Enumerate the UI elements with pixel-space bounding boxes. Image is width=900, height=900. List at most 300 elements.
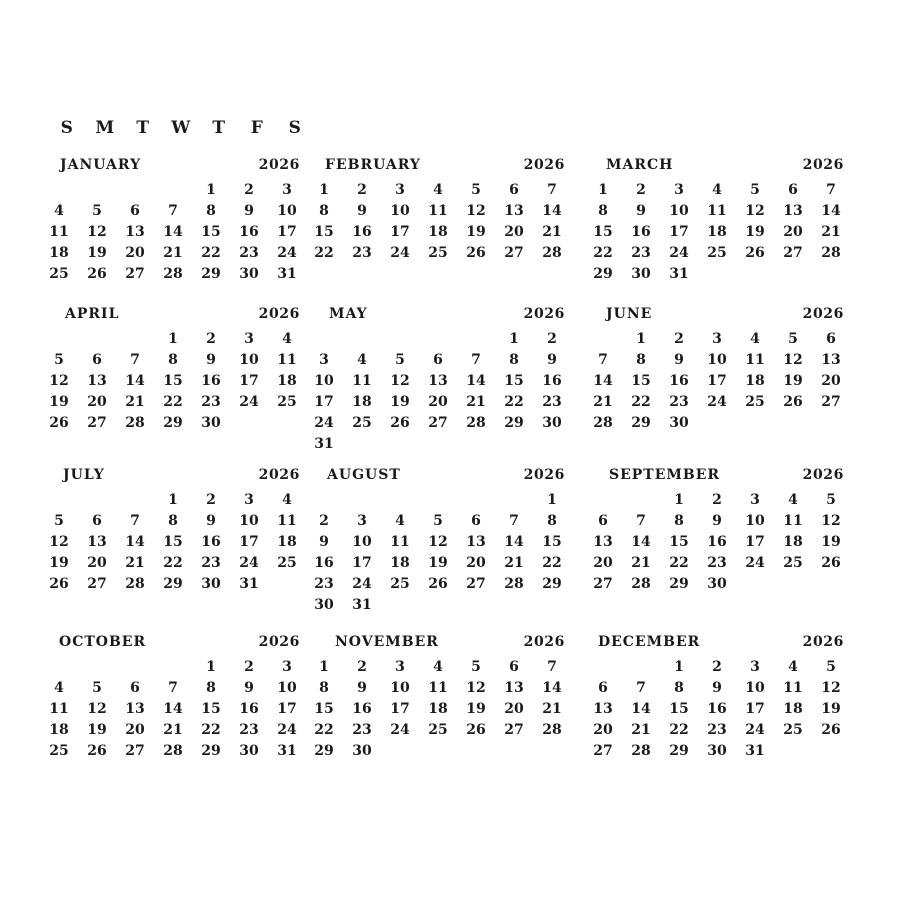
day-cell: 26: [783, 394, 803, 410]
day-cell: 25: [783, 722, 803, 738]
day-cell: 2: [547, 331, 557, 347]
day-cell: 7: [168, 680, 178, 696]
day-cell: 27: [125, 266, 145, 282]
day-cell: 4: [712, 182, 722, 198]
day-cell: 16: [201, 373, 221, 389]
day-cell: 4: [282, 331, 292, 347]
day-cell: 28: [542, 722, 562, 738]
day-cell: 10: [239, 352, 259, 368]
day-cell: 6: [130, 680, 140, 696]
day-cell: 14: [125, 373, 145, 389]
day-cell: 27: [87, 415, 107, 431]
day-cell: 6: [826, 331, 836, 347]
day-cell: 25: [277, 555, 297, 571]
day-cell: 15: [669, 534, 689, 550]
month-block-november: [315, 634, 565, 794]
day-cell: 10: [314, 373, 334, 389]
day-cell: 10: [745, 513, 765, 529]
day-cell: 16: [542, 373, 562, 389]
weekday-letter: M: [95, 118, 115, 138]
day-cell: 8: [674, 513, 684, 529]
day-cell: 10: [352, 534, 372, 550]
day-cell: 17: [239, 534, 259, 550]
day-cell: 17: [390, 701, 410, 717]
day-cell: 24: [745, 722, 765, 738]
day-cell: 4: [750, 331, 760, 347]
day-cell: 14: [504, 534, 524, 550]
day-cell: 12: [745, 203, 765, 219]
day-cell: 9: [636, 203, 646, 219]
day-cell: 30: [669, 415, 689, 431]
day-cell: 31: [277, 743, 297, 759]
day-cell: 5: [92, 203, 102, 219]
day-cell: 25: [277, 394, 297, 410]
day-cell: 21: [466, 394, 486, 410]
day-cell: 23: [201, 394, 221, 410]
day-cell: 11: [783, 680, 803, 696]
day-cell: 30: [201, 415, 221, 431]
month-block-september: [594, 467, 844, 627]
month-name: SEPTEMBER: [609, 467, 721, 483]
day-cell: 15: [201, 701, 221, 717]
day-cell: 6: [598, 513, 608, 529]
day-cell: 20: [87, 555, 107, 571]
day-cell: 15: [593, 224, 613, 240]
day-cell: 6: [92, 352, 102, 368]
day-cell: 15: [669, 701, 689, 717]
day-cell: 20: [504, 224, 524, 240]
month-block-january: [50, 157, 300, 317]
day-cell: 20: [428, 394, 448, 410]
day-cell: 3: [319, 352, 329, 368]
day-cell: 9: [712, 680, 722, 696]
day-cell: 21: [631, 555, 651, 571]
month-name: MARCH: [606, 157, 674, 173]
day-cell: 27: [783, 245, 803, 261]
day-cell: 22: [314, 245, 334, 261]
day-cell: 15: [631, 373, 651, 389]
day-cell: 18: [428, 701, 448, 717]
day-cell: 24: [707, 394, 727, 410]
day-cell: 26: [466, 722, 486, 738]
day-cell: 27: [593, 743, 613, 759]
day-cell: 23: [352, 245, 372, 261]
day-cell: 12: [783, 352, 803, 368]
day-cell: 25: [352, 415, 372, 431]
day-cell: 19: [821, 701, 841, 717]
day-cell: 4: [54, 680, 64, 696]
month-block-december: [594, 634, 844, 794]
day-cell: 31: [239, 576, 259, 592]
day-cell: 20: [466, 555, 486, 571]
day-cell: 28: [593, 415, 613, 431]
day-cell: 19: [428, 555, 448, 571]
day-cell: 25: [49, 743, 69, 759]
day-cell: 15: [163, 373, 183, 389]
day-cell: 8: [168, 513, 178, 529]
day-cell: 7: [168, 203, 178, 219]
day-cell: 17: [745, 701, 765, 717]
day-cell: 15: [504, 373, 524, 389]
day-cell: 27: [125, 743, 145, 759]
day-cell: 7: [130, 513, 140, 529]
weekday-letter: F: [250, 118, 264, 138]
day-cell: 2: [712, 492, 722, 508]
month-block-august: [315, 467, 565, 627]
day-cell: 7: [636, 680, 646, 696]
day-cell: 16: [314, 555, 334, 571]
day-cell: 19: [390, 394, 410, 410]
day-cell: 10: [390, 680, 410, 696]
day-cell: 10: [390, 203, 410, 219]
day-cell: 9: [712, 513, 722, 529]
day-cell: 15: [201, 224, 221, 240]
day-cell: 17: [745, 534, 765, 550]
day-cell: 30: [239, 266, 259, 282]
day-cell: 9: [319, 534, 329, 550]
day-cell: 26: [466, 245, 486, 261]
day-cell: 17: [707, 373, 727, 389]
day-cell: 31: [277, 266, 297, 282]
month-year: 2026: [258, 467, 300, 483]
day-cell: 18: [390, 555, 410, 571]
day-cell: 23: [631, 245, 651, 261]
day-cell: 6: [130, 203, 140, 219]
day-cell: 30: [239, 743, 259, 759]
day-cell: 9: [547, 352, 557, 368]
day-cell: 27: [504, 245, 524, 261]
month-year: 2026: [802, 157, 844, 173]
day-cell: 19: [466, 224, 486, 240]
day-cell: 20: [593, 555, 613, 571]
day-cell: 11: [49, 224, 69, 240]
month-name: JANUARY: [60, 157, 142, 173]
day-cell: 22: [542, 555, 562, 571]
day-cell: 12: [87, 224, 107, 240]
day-cell: 4: [433, 659, 443, 675]
day-cell: 30: [352, 743, 372, 759]
day-cell: 1: [168, 492, 178, 508]
day-cell: 14: [542, 203, 562, 219]
day-cell: 10: [745, 680, 765, 696]
day-cell: 1: [636, 331, 646, 347]
day-cell: 14: [821, 203, 841, 219]
day-cell: 1: [319, 659, 329, 675]
day-cell: 24: [390, 245, 410, 261]
day-cell: 22: [593, 245, 613, 261]
month-name: FEBRUARY: [325, 157, 421, 173]
day-cell: 6: [509, 659, 519, 675]
day-cell: 22: [669, 722, 689, 738]
day-cell: 16: [707, 534, 727, 550]
month-name: NOVEMBER: [335, 634, 439, 650]
day-cell: 5: [433, 513, 443, 529]
day-cell: 1: [319, 182, 329, 198]
day-cell: 16: [352, 224, 372, 240]
day-cell: 1: [168, 331, 178, 347]
month-year: 2026: [258, 634, 300, 650]
day-cell: 3: [712, 331, 722, 347]
day-cell: 16: [201, 534, 221, 550]
day-cell: 28: [163, 266, 183, 282]
day-cell: 8: [509, 352, 519, 368]
day-cell: 12: [390, 373, 410, 389]
day-cell: 13: [125, 701, 145, 717]
day-cell: 6: [788, 182, 798, 198]
day-cell: 9: [244, 203, 254, 219]
day-cell: 22: [669, 555, 689, 571]
month-year: 2026: [802, 306, 844, 322]
day-cell: 13: [593, 701, 613, 717]
day-cell: 25: [49, 266, 69, 282]
day-cell: 22: [201, 245, 221, 261]
day-cell: 3: [357, 513, 367, 529]
day-cell: 3: [395, 659, 405, 675]
day-cell: 28: [504, 576, 524, 592]
day-cell: 4: [54, 203, 64, 219]
day-cell: 29: [669, 743, 689, 759]
day-cell: 12: [466, 680, 486, 696]
day-cell: 7: [826, 182, 836, 198]
day-cell: 28: [163, 743, 183, 759]
weekday-letter: S: [60, 118, 74, 138]
day-cell: 3: [750, 492, 760, 508]
day-cell: 5: [54, 352, 64, 368]
day-cell: 5: [826, 492, 836, 508]
day-cell: 27: [504, 722, 524, 738]
day-cell: 12: [821, 680, 841, 696]
day-cell: 2: [357, 659, 367, 675]
day-cell: 11: [783, 513, 803, 529]
day-cell: 17: [390, 224, 410, 240]
day-cell: 8: [168, 352, 178, 368]
day-cell: 9: [206, 352, 216, 368]
day-cell: 15: [542, 534, 562, 550]
day-cell: 29: [201, 743, 221, 759]
day-cell: 7: [636, 513, 646, 529]
day-cell: 21: [125, 555, 145, 571]
day-cell: 5: [826, 659, 836, 675]
day-cell: 21: [631, 722, 651, 738]
day-cell: 27: [593, 576, 613, 592]
day-cell: 3: [674, 182, 684, 198]
day-cell: 16: [239, 224, 259, 240]
day-cell: 28: [821, 245, 841, 261]
month-year: 2026: [802, 634, 844, 650]
day-cell: 25: [783, 555, 803, 571]
day-cell: 24: [669, 245, 689, 261]
day-cell: 22: [201, 722, 221, 738]
weekday-letter: T: [136, 118, 150, 138]
day-cell: 26: [821, 722, 841, 738]
day-cell: 17: [669, 224, 689, 240]
day-cell: 24: [239, 394, 259, 410]
day-cell: 1: [674, 492, 684, 508]
day-cell: 24: [239, 555, 259, 571]
day-cell: 21: [163, 722, 183, 738]
day-cell: 4: [282, 492, 292, 508]
day-cell: 6: [509, 182, 519, 198]
day-cell: 21: [542, 224, 562, 240]
day-cell: 2: [674, 331, 684, 347]
day-cell: 25: [428, 245, 448, 261]
day-cell: 10: [239, 513, 259, 529]
day-cell: 18: [352, 394, 372, 410]
day-cell: 3: [282, 659, 292, 675]
day-cell: 15: [314, 701, 334, 717]
day-cell: 5: [395, 352, 405, 368]
day-cell: 2: [244, 182, 254, 198]
day-cell: 11: [745, 352, 765, 368]
day-cell: 20: [783, 224, 803, 240]
day-cell: 29: [314, 743, 334, 759]
day-cell: 11: [428, 680, 448, 696]
day-cell: 18: [783, 701, 803, 717]
month-name: JUNE: [606, 306, 653, 322]
day-cell: 13: [783, 203, 803, 219]
day-cell: 26: [49, 576, 69, 592]
month-year: 2026: [258, 157, 300, 173]
day-cell: 30: [707, 743, 727, 759]
month-year: 2026: [523, 467, 565, 483]
day-cell: 11: [428, 203, 448, 219]
day-cell: 11: [707, 203, 727, 219]
month-name: JULY: [63, 467, 105, 483]
day-cell: 28: [631, 743, 651, 759]
day-cell: 5: [471, 659, 481, 675]
day-cell: 8: [636, 352, 646, 368]
day-cell: 27: [87, 576, 107, 592]
month-block-july: [50, 467, 300, 627]
day-cell: 3: [244, 492, 254, 508]
day-cell: 18: [745, 373, 765, 389]
day-cell: 23: [542, 394, 562, 410]
day-cell: 17: [314, 394, 334, 410]
day-cell: 15: [163, 534, 183, 550]
day-cell: 31: [352, 597, 372, 613]
day-cell: 24: [277, 722, 297, 738]
weekday-letter: S: [288, 118, 302, 138]
month-block-april: [50, 306, 300, 466]
day-cell: 31: [314, 436, 334, 452]
day-cell: 11: [49, 701, 69, 717]
day-cell: 19: [49, 555, 69, 571]
day-cell: 6: [598, 680, 608, 696]
day-cell: 17: [277, 701, 297, 717]
day-cell: 30: [201, 576, 221, 592]
day-cell: 26: [87, 743, 107, 759]
month-year: 2026: [523, 634, 565, 650]
day-cell: 23: [669, 394, 689, 410]
day-cell: 10: [669, 203, 689, 219]
day-cell: 5: [750, 182, 760, 198]
day-cell: 18: [277, 534, 297, 550]
day-cell: 13: [87, 534, 107, 550]
day-cell: 14: [466, 373, 486, 389]
day-cell: 15: [314, 224, 334, 240]
day-cell: 9: [244, 680, 254, 696]
day-cell: 14: [542, 680, 562, 696]
day-cell: 26: [428, 576, 448, 592]
day-cell: 4: [788, 492, 798, 508]
day-cell: 19: [466, 701, 486, 717]
day-cell: 29: [593, 266, 613, 282]
day-cell: 20: [125, 245, 145, 261]
month-year: 2026: [523, 157, 565, 173]
weekday-header: [55, 118, 315, 144]
day-cell: 13: [504, 203, 524, 219]
month-name: OCTOBER: [59, 634, 147, 650]
day-cell: 26: [821, 555, 841, 571]
day-cell: 22: [163, 555, 183, 571]
day-cell: 21: [504, 555, 524, 571]
day-cell: 14: [631, 534, 651, 550]
day-cell: 21: [163, 245, 183, 261]
day-cell: 3: [750, 659, 760, 675]
day-cell: 1: [206, 659, 216, 675]
day-cell: 28: [466, 415, 486, 431]
day-cell: 11: [277, 513, 297, 529]
day-cell: 30: [542, 415, 562, 431]
day-cell: 29: [163, 415, 183, 431]
day-cell: 21: [542, 701, 562, 717]
day-cell: 24: [352, 576, 372, 592]
day-cell: 10: [707, 352, 727, 368]
day-cell: 4: [395, 513, 405, 529]
day-cell: 12: [821, 513, 841, 529]
day-cell: 27: [428, 415, 448, 431]
day-cell: 31: [669, 266, 689, 282]
month-block-march: [594, 157, 844, 317]
weekday-letter: W: [171, 118, 191, 138]
day-cell: 20: [593, 722, 613, 738]
month-year: 2026: [802, 467, 844, 483]
day-cell: 19: [49, 394, 69, 410]
day-cell: 3: [395, 182, 405, 198]
day-cell: 12: [428, 534, 448, 550]
day-cell: 7: [509, 513, 519, 529]
day-cell: 8: [206, 203, 216, 219]
day-cell: 28: [125, 415, 145, 431]
day-cell: 18: [428, 224, 448, 240]
day-cell: 13: [821, 352, 841, 368]
month-block-october: [50, 634, 300, 794]
day-cell: 3: [282, 182, 292, 198]
day-cell: 25: [707, 245, 727, 261]
day-cell: 22: [163, 394, 183, 410]
day-cell: 5: [471, 182, 481, 198]
day-cell: 23: [201, 555, 221, 571]
day-cell: 22: [504, 394, 524, 410]
day-cell: 1: [206, 182, 216, 198]
day-cell: 16: [669, 373, 689, 389]
day-cell: 20: [125, 722, 145, 738]
day-cell: 7: [547, 659, 557, 675]
day-cell: 29: [504, 415, 524, 431]
day-cell: 1: [547, 492, 557, 508]
day-cell: 13: [87, 373, 107, 389]
day-cell: 9: [206, 513, 216, 529]
day-cell: 23: [314, 576, 334, 592]
day-cell: 29: [201, 266, 221, 282]
weekday-letter: T: [212, 118, 226, 138]
day-cell: 25: [390, 576, 410, 592]
day-cell: 9: [357, 680, 367, 696]
day-cell: 13: [125, 224, 145, 240]
day-cell: 9: [674, 352, 684, 368]
day-cell: 23: [239, 245, 259, 261]
day-cell: 24: [314, 415, 334, 431]
